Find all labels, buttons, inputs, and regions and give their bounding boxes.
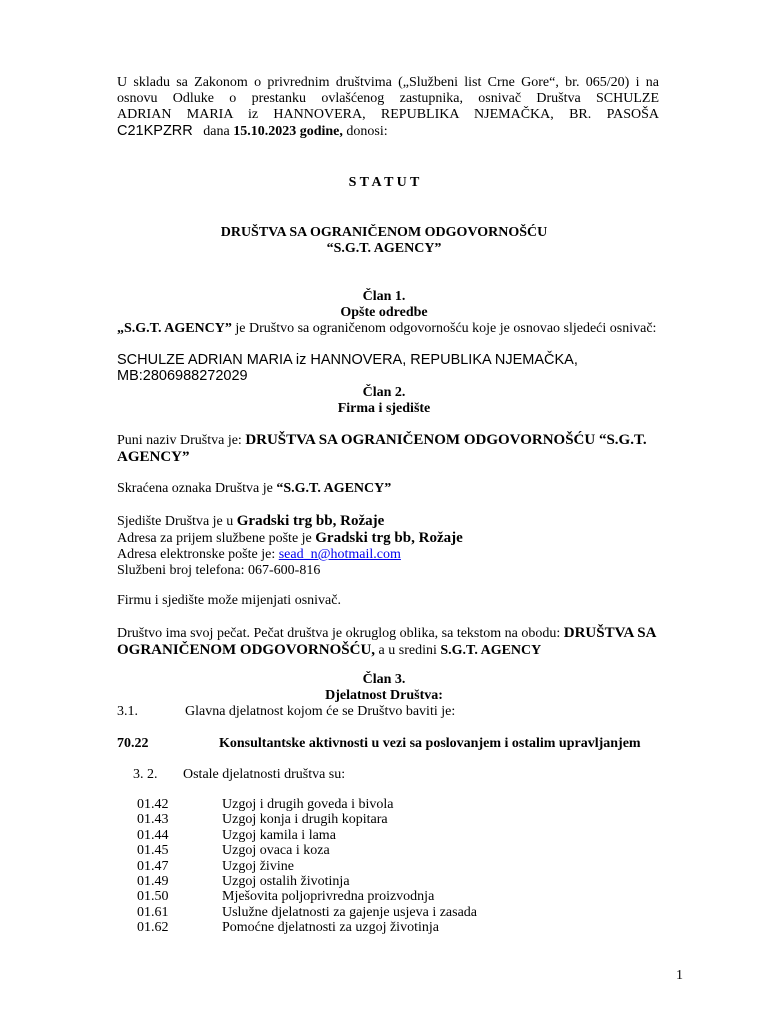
clan1-text: „S.G.T. AGENCY” je Društvo sa ograničenom odgovornošću koje je osnovao sljedeći osnivač: [117,321,657,336]
decision-date: 15.10.2023 godine, [233,124,343,139]
p32-number: 3. 2. [133,767,158,782]
p31-text: Glavna djelatnost kojom će se Društvo baviti je: [185,704,456,719]
mail-address: Adresa za prijem službene pošte je Gradski trg bb, Rožaje [117,530,463,546]
clan3-title: Djelatnost Društva: [325,688,443,703]
activity-code: 01.50 [137,889,169,904]
clan2-heading: Član 2. [362,385,406,400]
seat: Sjedište Društva je u Gradski trg bb, Rožaje [117,513,385,529]
activity-code: 01.62 [137,920,169,935]
clan1-title: Opšte odredbe [340,305,428,320]
activity-code: 01.61 [137,905,169,920]
activity-code: 01.43 [137,812,169,827]
full-name-line-1: Puni naziv Društva je: DRUŠTVA SA OGRANIČENOM ODGOVORNOŠĆU “S.G.T. [117,432,647,448]
activity-desc: Uzgoj živine [222,859,294,874]
p32-text: Ostale djelatnosti društva su: [183,767,346,782]
activity-desc: Uslužne djelatnosti za gajenje usjeva i zasada [222,905,478,920]
activity-code: 01.42 [137,797,169,812]
activity-desc: Pomoćne djelatnosti za uzgoj životinja [222,920,439,935]
activity-code: 01.44 [137,828,169,843]
activity-desc: Uzgoj i drugih goveda i bivola [222,797,394,812]
founder-line-1: SCHULZE ADRIAN MARIA iz HANNOVERA, REPUBLIKA NJEMAČKA, [117,352,578,368]
activity-desc: Uzgoj kamila i lama [222,828,336,843]
activity-code: 01.47 [137,859,169,874]
full-name-line-2: AGENCY” [117,449,190,465]
activity-desc: Uzgoj ostalih životinja [222,874,350,889]
activity-code: 01.49 [137,874,169,889]
page-number: 1 [676,968,683,983]
intro-line-3: ADRIAN MARIA iz HANNOVERA, REPUBLIKA NJEMAČKA, BR. PASOŠA [117,107,659,122]
clan2-title: Firma i sjedište [337,401,431,416]
p31-number: 3.1. [117,704,138,719]
email-link[interactable]: sead_n@hotmail.com [278,547,401,562]
email-address: Adresa elektronske pošte je: sead_n@hotmail.com [117,547,401,562]
phone-number: Službeni broj telefona: 067-600-816 [117,563,321,578]
passport-number: C21KPZRR [117,123,193,139]
activity-desc: Mješovita poljoprivredna proizvodnja [222,889,435,904]
statut-title: S T A T U T [348,175,420,190]
short-name: Skraćena oznaka Društva je “S.G.T. AGENCY” [117,481,392,496]
intro-line-2: osnovu Odluke o prestanku ovlašćenog zastupnika, osnivač Društva SCHULZE [117,91,659,106]
main-activity-code: 70.22 [117,736,149,751]
main-activity-desc: Konsultantske aktivnosti u vezi sa poslovanjem i ostalim upravljanjem [219,736,641,751]
intro-line-1: U skladu sa Zakonom o privrednim društvima („Službeni list Crne Gore“, br. 065/20) i na [117,75,659,90]
activity-desc: Uzgoj konja i drugih kopitara [222,812,388,827]
company-type-title: DRUŠTVA SA OGRANIČENOM ODGOVORNOŠĆU [220,225,548,240]
founder-line-2: MB:2806988272029 [117,368,248,384]
company-name-title: “S.G.T. AGENCY” [326,241,442,256]
change-note: Firmu i sjedište može mijenjati osnivač. [117,593,341,608]
clan3-heading: Član 3. [362,672,406,687]
activity-code: 01.45 [137,843,169,858]
seal-line-2: OGRANIČENOM ODGOVORNOŠĆU, a u sredini S.G.T. AGENCY [117,642,542,658]
clan1-heading: Član 1. [362,289,406,304]
seal-line-1: Društvo ima svoj pečat. Pečat društva je okruglog oblika, sa tekstom na obodu: DRUŠTVA SA [117,625,657,641]
intro-line-4: C21KPZRR dana 15.10.2023 godine, donosi: [117,123,388,139]
activity-desc: Uzgoj ovaca i koza [222,843,330,858]
